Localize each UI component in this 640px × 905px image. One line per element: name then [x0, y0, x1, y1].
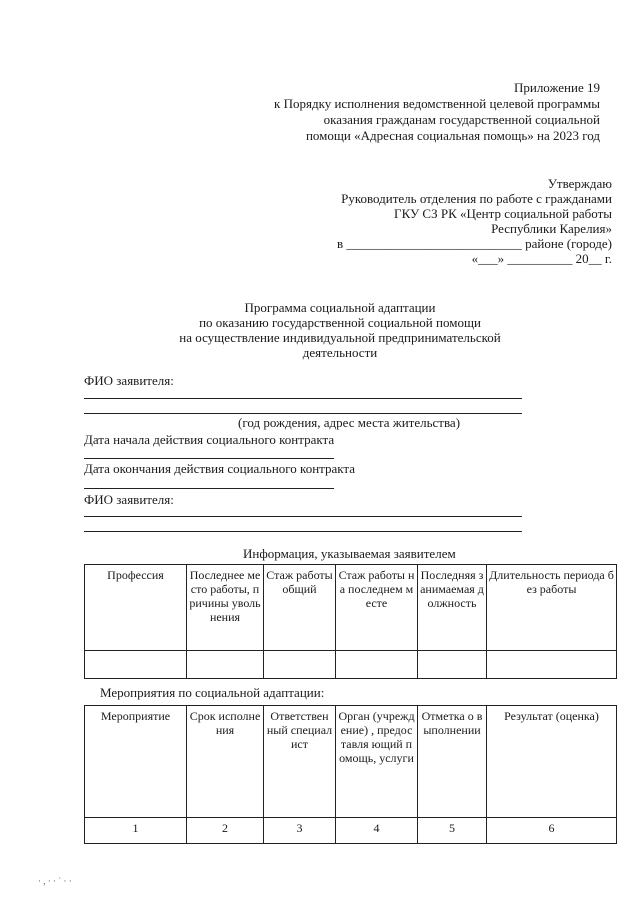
- info-empty-cell: [336, 651, 418, 679]
- info-header-cell: Последнее место работы, причины увольнения: [187, 565, 264, 651]
- info-header-cell: Последняя занимаемая должность: [418, 565, 487, 651]
- measures-header-cell: Результат (оценка): [487, 706, 617, 818]
- info-empty-cell: [187, 651, 264, 679]
- scan-specks: · , · · ˙ · ·: [38, 876, 72, 886]
- appendix-line-2: к Порядку исполнения ведомственной целевой программы: [274, 96, 600, 111]
- measures-table-number-row: [85, 818, 617, 844]
- end-date-label: Дата окончания действия социального контракта: [84, 461, 356, 476]
- measures-header-cell: Орган (учреждение) , предоставля ющий помощь, услуги: [336, 706, 418, 818]
- approval-line-5: в ___________________________ районе (городе): [336, 236, 612, 251]
- approval-line-1: Утверждаю: [547, 176, 612, 191]
- info-empty-cell: [85, 651, 187, 679]
- applicant2-line-1: [84, 516, 522, 517]
- approval-line-3: ГКУ СЗ РК «Центр социальной работы: [394, 206, 612, 221]
- measures-header-cell: Мероприятие: [85, 706, 187, 818]
- applicant-label: ФИО заявителя:: [84, 373, 174, 388]
- appendix-line-3: оказания гражданам государственной социальной: [323, 112, 600, 127]
- info-table-header-row: [85, 565, 617, 651]
- info-header-cell: Стаж работы на последнем месте: [336, 565, 418, 651]
- applicant2-line-2: [84, 531, 522, 532]
- start-date-label: Дата начала действия социального контракта: [84, 432, 335, 447]
- info-empty-cell: [487, 651, 617, 679]
- measures-header-cell: Срок исполнения: [187, 706, 264, 818]
- measures-header-cell: Ответствен ный специалист: [264, 706, 336, 818]
- applicant-label-2: ФИО заявителя:: [84, 492, 174, 507]
- title-line-2: по оказанию государственной социальной помощи: [199, 315, 481, 330]
- measures-table: [84, 705, 617, 844]
- end-date-line: [84, 488, 334, 489]
- title-line-1: Программа социальной адаптации: [244, 300, 436, 315]
- appendix-line-4: помощи «Адресная социальная помощь» на 2023 год: [305, 128, 600, 143]
- info-empty-cell: [264, 651, 336, 679]
- title-line-3: на осуществление индивидуальной предпринимательской: [179, 330, 501, 345]
- approval-line-6: «___» __________ 20__ г.: [471, 251, 612, 266]
- measures-table-header-row: [85, 706, 617, 818]
- measures-number-cell: 1: [85, 818, 187, 844]
- measures-number-cell: 5: [418, 818, 487, 844]
- start-date-line: [84, 458, 334, 459]
- applicant-line-1: [84, 398, 522, 399]
- info-table-caption: Информация, указываемая заявителем: [243, 546, 456, 561]
- birth-note: (год рождения, адрес места жительства): [238, 415, 461, 430]
- info-header-cell: Профессия: [85, 565, 187, 651]
- measures-table-caption: Мероприятия по социальной адаптации:: [100, 685, 325, 700]
- appendix-line-1: Приложение 19: [513, 80, 600, 95]
- measures-header-cell: Отметка о выполнении: [418, 706, 487, 818]
- applicant-line-2: [84, 413, 522, 414]
- measures-number-cell: 2: [187, 818, 264, 844]
- approval-line-4: Республики Карелия»: [491, 221, 612, 236]
- measures-number-cell: 3: [264, 818, 336, 844]
- measures-number-cell: 6: [487, 818, 617, 844]
- info-header-cell: Длительность периода без работы: [487, 565, 617, 651]
- info-table: [84, 564, 617, 679]
- info-empty-cell: [418, 651, 487, 679]
- approval-line-2: Руководитель отделения по работе с гражданами: [341, 191, 612, 206]
- title-line-4: деятельности: [302, 345, 378, 360]
- measures-number-cell: 4: [336, 818, 418, 844]
- info-header-cell: Стаж работы общий: [264, 565, 336, 651]
- info-table-empty-row: [85, 651, 617, 679]
